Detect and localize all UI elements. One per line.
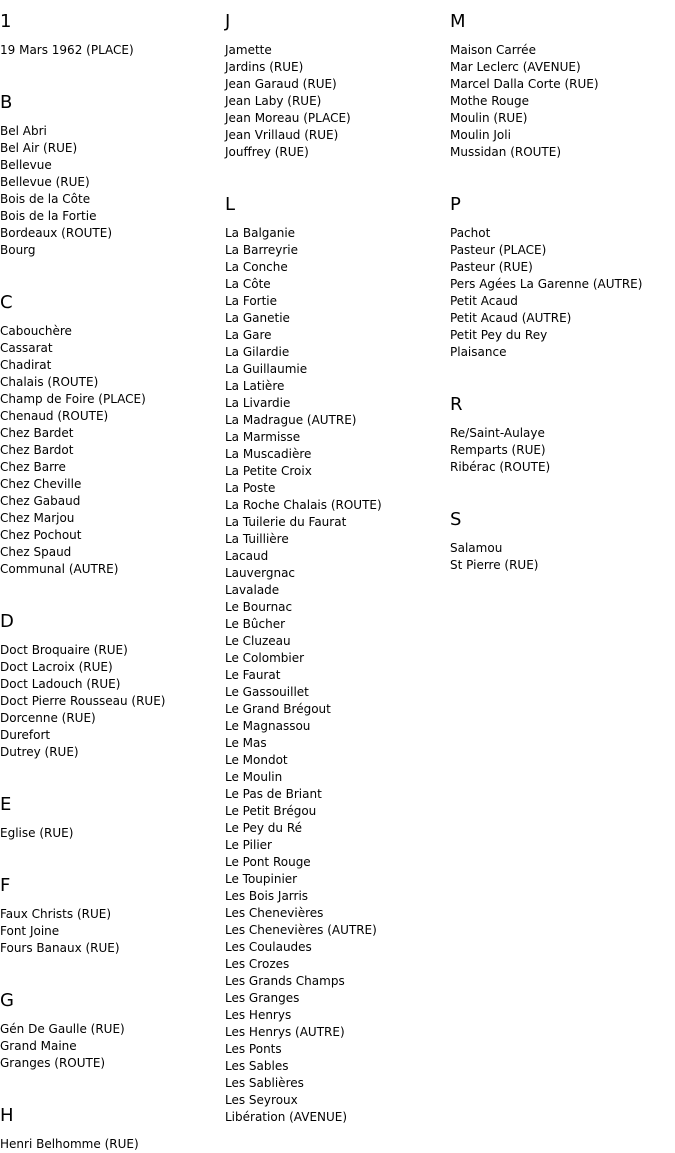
street-link[interactable]: Le Pey du Ré [225,821,302,835]
street-link[interactable]: La Madrague (AUTRE) [225,413,357,427]
street-link[interactable]: Chadirat [0,358,52,372]
street-link[interactable]: La Ganetie [225,311,290,325]
street-link[interactable]: Petit Acaud (AUTRE) [450,311,572,325]
street-link[interactable]: Bois de la Fortie [0,209,97,223]
letter-heading: P [450,194,461,215]
street-link[interactable]: La Barreyrie [225,243,298,257]
street-link[interactable]: Faux Christs (RUE) [0,907,112,921]
section-spacer [0,761,225,783]
street-link[interactable]: Les Chenevières (AUTRE) [225,923,377,937]
street-link[interactable]: Les Sables [225,1059,289,1073]
letter-heading: D [0,611,14,632]
street-link[interactable]: La Côte [225,277,271,291]
street-link[interactable]: Cabouchère [0,324,72,338]
street-link[interactable]: Jean Laby (RUE) [225,94,322,108]
street-link[interactable]: 19 Mars 1962 (PLACE) [0,43,134,57]
street-link[interactable]: Bordeaux (ROUTE) [0,226,113,240]
letter-heading: F [0,875,11,896]
street-link[interactable]: Le Cluzeau [225,634,291,648]
street-list [0,42,225,59]
street-link[interactable]: Pachot [450,226,491,240]
street-link[interactable]: Bel Air (RUE) [0,141,78,155]
street-link[interactable]: Le Grand Brégout [225,702,331,716]
letter-section [0,12,225,59]
section-spacer [0,842,225,864]
street-link[interactable]: Bellevue [0,158,52,172]
letter-heading: L [225,194,236,215]
letter-section [225,12,450,161]
street-link[interactable]: Pers Agées La Garenne (AUTRE) [450,277,643,291]
street-link[interactable]: Re/Saint-Aulaye [450,426,545,440]
letter-section [450,361,675,476]
section-spacer [0,1072,225,1094]
street-list [0,906,225,957]
section-spacer [450,476,675,498]
street-link[interactable]: Les Henrys [225,1008,292,1022]
street-link[interactable]: Bourg [0,243,36,257]
street-link[interactable]: Le Gassouillet [225,685,309,699]
street-list [0,1021,225,1072]
street-link[interactable]: La Balganie [225,226,296,240]
street-list [0,123,225,259]
letter-section [0,957,225,1072]
street-link[interactable]: Libération (AVENUE) [225,1110,348,1124]
street-link[interactable]: Petit Acaud [450,294,518,308]
street-link[interactable]: Le Faurat [225,668,281,682]
letter-section [450,12,675,161]
street-link[interactable]: Le Bournac [225,600,293,614]
street-link[interactable]: La Tuillière [225,532,289,546]
street-link[interactable]: Jouffrey (RUE) [225,145,309,159]
street-link[interactable]: Pasteur (PLACE) [450,243,547,257]
street-list [0,1136,225,1153]
street-link[interactable]: Les Crozes [225,957,290,971]
street-link[interactable]: Gén De Gaulle (RUE) [0,1022,125,1036]
street-link[interactable]: Durefort [0,728,51,742]
street-link[interactable]: Les Grands Champs [225,974,345,988]
street-link[interactable]: La Livardie [225,396,291,410]
letter-heading: R [450,394,463,415]
street-link[interactable]: La Conche [225,260,288,274]
section-spacer [0,957,225,979]
street-link[interactable]: Champ de Foire (PLACE) [0,392,146,406]
street-link[interactable]: Chez Gabaud [0,494,81,508]
street-link[interactable]: Eglise (RUE) [0,826,74,840]
section-spacer [450,161,675,183]
street-link[interactable]: La Gilardie [225,345,290,359]
street-link[interactable]: Le Colombier [225,651,305,665]
street-link[interactable]: Les Granges [225,991,300,1005]
street-link[interactable]: Chez Cheville [0,477,82,491]
street-link[interactable]: La Guillaumie [225,362,308,376]
street-link[interactable]: Chez Bardot [0,443,74,457]
street-link[interactable]: Le Moulin [225,770,283,784]
street-link[interactable]: Doct Ladouch (RUE) [0,677,121,691]
street-link[interactable]: La Petite Croix [225,464,312,478]
street-list [225,225,450,1126]
street-list [450,540,675,574]
letter-heading: J [225,11,231,32]
street-link[interactable]: Le Petit Brégou [225,804,317,818]
letter-section [450,476,675,574]
letter-section [450,161,675,361]
street-link[interactable]: Chez Marjou [0,511,75,525]
street-link[interactable]: Chez Barre [0,460,66,474]
letter-section [0,842,225,957]
letter-heading: M [450,11,466,32]
street-link[interactable]: Bellevue (RUE) [0,175,90,189]
section-spacer [0,578,225,600]
street-link[interactable]: La Marmisse [225,430,301,444]
street-link[interactable]: Chez Bardet [0,426,74,440]
street-link[interactable]: Ribérac (ROUTE) [450,460,551,474]
letter-section [0,59,225,259]
street-link[interactable]: Le Pont Rouge [225,855,311,869]
street-link[interactable]: Chez Spaud [0,545,72,559]
section-spacer [225,161,450,183]
street-link[interactable]: Plaisance [450,345,507,359]
index-column [450,0,675,574]
street-list [450,225,675,361]
street-link[interactable]: Jean Garaud (RUE) [225,77,337,91]
street-link[interactable]: Salamou [450,541,503,555]
street-link[interactable]: Moulin Joli [450,128,511,142]
letter-heading: C [0,292,13,313]
street-link[interactable]: Le Bûcher [225,617,286,631]
street-link[interactable]: Doct Broquaire (RUE) [0,643,128,657]
street-link[interactable]: Bois de la Côte [0,192,91,206]
street-link[interactable]: Jean Moreau (PLACE) [225,111,351,125]
street-link[interactable]: Chenaud (ROUTE) [0,409,109,423]
street-link[interactable]: Grand Maine [0,1039,77,1053]
street-link[interactable]: Lauvergnac [225,566,296,580]
street-link[interactable]: Mussidan (ROUTE) [450,145,562,159]
street-link[interactable]: Chez Pochout [0,528,82,542]
street-link[interactable]: Le Pilier [225,838,272,852]
letter-heading: 1 [0,11,12,32]
street-link[interactable]: Marcel Dalla Corte (RUE) [450,77,599,91]
street-link[interactable]: Chalais (ROUTE) [0,375,99,389]
street-link[interactable]: Pasteur (RUE) [450,260,533,274]
street-link[interactable]: Petit Pey du Rey [450,328,548,342]
street-link[interactable]: Maison Carrée [450,43,536,57]
letter-section [225,161,450,1126]
street-link[interactable]: Granges (ROUTE) [0,1056,106,1070]
street-link[interactable]: La Poste [225,481,276,495]
street-link[interactable]: Henri Belhomme (RUE) [0,1137,139,1151]
section-spacer [0,259,225,281]
section-spacer [450,361,675,383]
street-link[interactable]: La Latière [225,379,285,393]
letter-section [0,578,225,761]
street-link[interactable]: La Tuilerie du Faurat [225,515,347,529]
street-link[interactable]: Jardins (RUE) [225,60,304,74]
street-link[interactable]: Le Magnassou [225,719,311,733]
street-link[interactable]: St Pierre (RUE) [450,558,539,572]
letter-heading: G [0,990,14,1011]
street-list [0,642,225,761]
street-link[interactable]: Les Seyroux [225,1093,298,1107]
street-link[interactable]: Les Bois Jarris [225,889,309,903]
letter-heading: E [0,794,12,815]
street-link[interactable]: Mar Leclerc (AVENUE) [450,60,581,74]
street-link[interactable]: Font Joine [0,924,60,938]
street-link[interactable]: Mothe Rouge [450,94,529,108]
street-link[interactable]: Les Ponts [225,1042,282,1056]
street-link[interactable]: La Muscadière [225,447,312,461]
letter-heading: B [0,92,13,113]
street-link[interactable]: Le Mas [225,736,267,750]
letter-heading: H [0,1105,14,1126]
street-link[interactable]: Bel Abri [0,124,47,138]
street-link[interactable]: Le Toupinier [225,872,298,886]
street-link[interactable]: Les Chenevières [225,906,324,920]
street-link[interactable]: Le Pas de Briant [225,787,322,801]
street-list [0,825,225,842]
street-link[interactable]: Communal (AUTRE) [0,562,119,576]
street-link[interactable]: Cassarat [0,341,53,355]
street-link[interactable]: Moulin (RUE) [450,111,528,125]
letter-section [0,259,225,578]
street-link[interactable]: La Gare [225,328,272,342]
street-link[interactable]: Lacaud [225,549,269,563]
street-link[interactable]: Jamette [225,43,272,57]
street-link[interactable]: Le Mondot [225,753,288,767]
letter-section [0,1072,225,1153]
street-link[interactable]: Dutrey (RUE) [0,745,79,759]
street-list [225,42,450,161]
street-link[interactable]: Jean Vrillaud (RUE) [225,128,339,142]
section-spacer [0,59,225,81]
street-link[interactable]: Doct Lacroix (RUE) [0,660,113,674]
street-list [450,425,675,476]
street-link[interactable]: La Roche Chalais (ROUTE) [225,498,382,512]
street-link[interactable]: Fours Banaux (RUE) [0,941,120,955]
street-list [450,42,675,161]
street-link[interactable]: La Fortie [225,294,278,308]
street-link[interactable]: Lavalade [225,583,280,597]
street-list [0,323,225,578]
street-link[interactable]: Les Sablières [225,1076,304,1090]
street-link[interactable]: Remparts (RUE) [450,443,546,457]
street-link[interactable]: Les Coulaudes [225,940,312,954]
letter-section [0,761,225,842]
street-link[interactable]: Les Henrys (AUTRE) [225,1025,345,1039]
index-column [0,0,225,1153]
street-link[interactable]: Dorcenne (RUE) [0,711,96,725]
index-column [225,0,450,1126]
letter-heading: S [450,509,462,530]
street-link[interactable]: Doct Pierre Rousseau (RUE) [0,694,166,708]
